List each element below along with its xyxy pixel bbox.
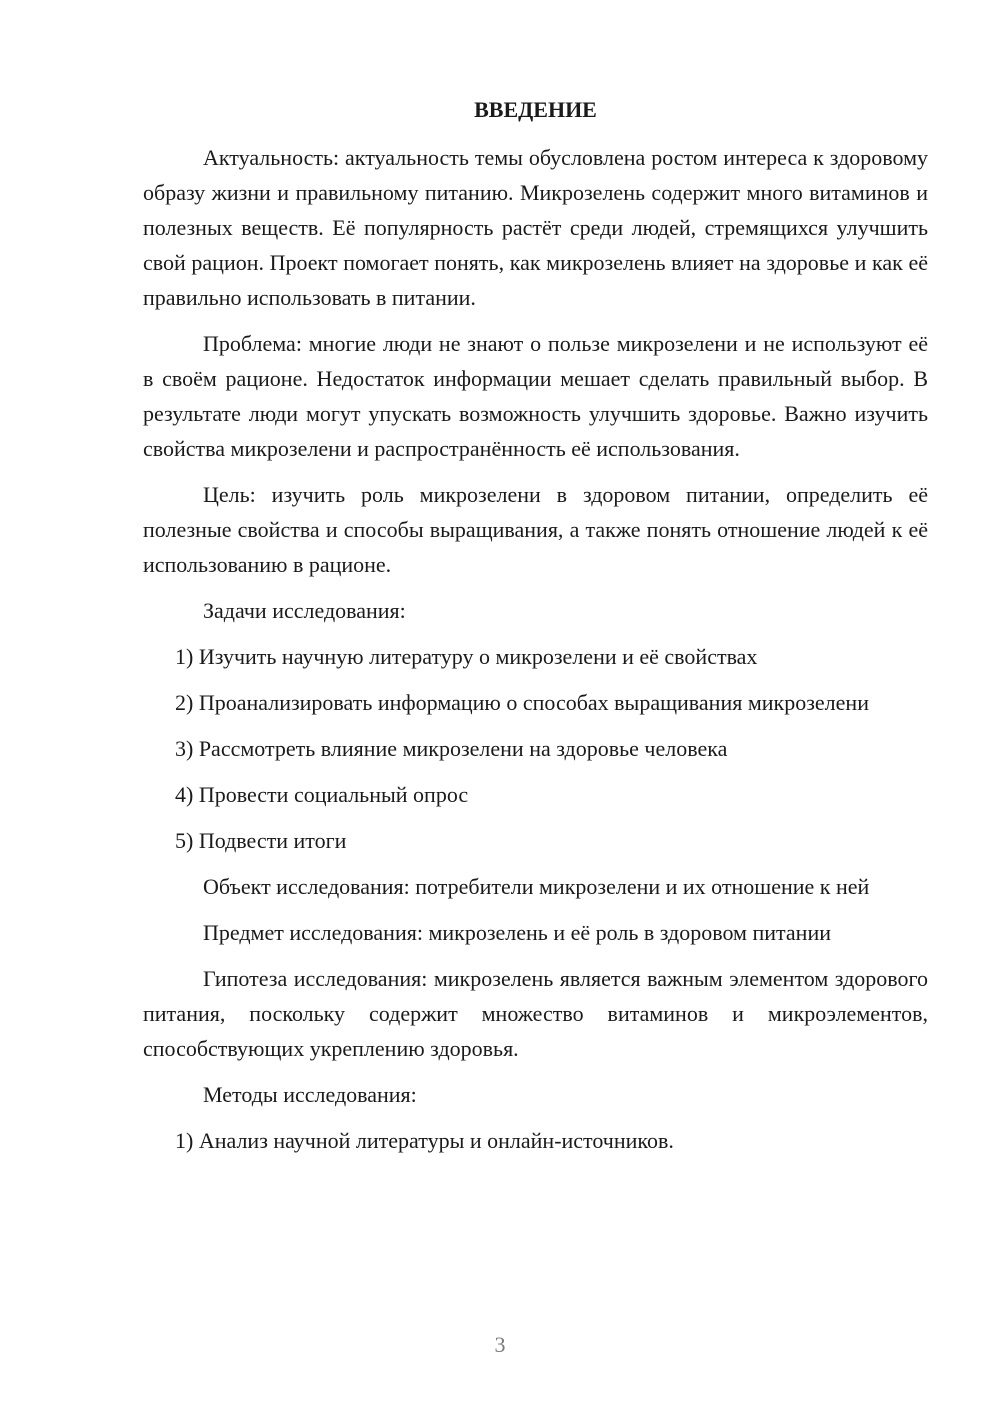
task-item-1: 1) Изучить научную литературу о микрозелени и её свойствах bbox=[175, 644, 758, 669]
paragraph-hypothesis: Гипотеза исследования: микрозелень является важным элементом здорового питания, поскольку содержит множество витаминов и микроэлементов, способствующих укреплению здоровья. bbox=[143, 966, 928, 1061]
tasks-heading: Задачи исследования: bbox=[203, 598, 406, 623]
method-item-1: 1) Анализ научной литературы и онлайн-источников. bbox=[175, 1128, 674, 1153]
task-item-5: 5) Подвести итоги bbox=[175, 828, 347, 853]
task-item-3: 3) Рассмотреть влияние микрозелени на здоровье человека bbox=[175, 736, 728, 761]
section-title: ВВЕДЕНИЕ bbox=[474, 97, 597, 122]
paragraph-object: Объект исследования: потребители микрозелени и их отношение к ней bbox=[203, 874, 870, 899]
task-item-4: 4) Провести социальный опрос bbox=[175, 782, 469, 807]
paragraph-relevance: Актуальность: актуальность темы обусловлена ростом интереса к здоровому образу жизни и правильному питанию. Микрозелень содержит много витаминов и полезных веществ. Её популярность растёт среди людей, стремящихся улучшить свой рацион. Проект помогает понять, как микрозелень влияет на здоровье и как её правильно использовать в питании. bbox=[143, 145, 928, 310]
methods-heading: Методы исследования: bbox=[203, 1082, 417, 1107]
page-number: 3 bbox=[494, 1332, 506, 1357]
paragraph-subject: Предмет исследования: микрозелень и её роль в здоровом питании bbox=[203, 920, 831, 945]
task-item-2: 2) Проанализировать информацию о способах выращивания микрозелени bbox=[175, 690, 869, 715]
paragraph-problem: Проблема: многие люди не знают о пользе микрозелени и не используют её в своём рационе. Недостаток информации мешает сделать правильный выбор. В результате люди могут упускать возможность улучшить здоровье. Важно изучить свойства микрозелени и распространённость её использования. bbox=[143, 331, 928, 461]
document-page bbox=[143, 92, 928, 1158]
paragraph-goal: Цель: изучить роль микрозелени в здоровом питании, определить её полезные свойства и способы выращивания, а также понять отношение людей к её использованию в рационе. bbox=[143, 482, 928, 577]
